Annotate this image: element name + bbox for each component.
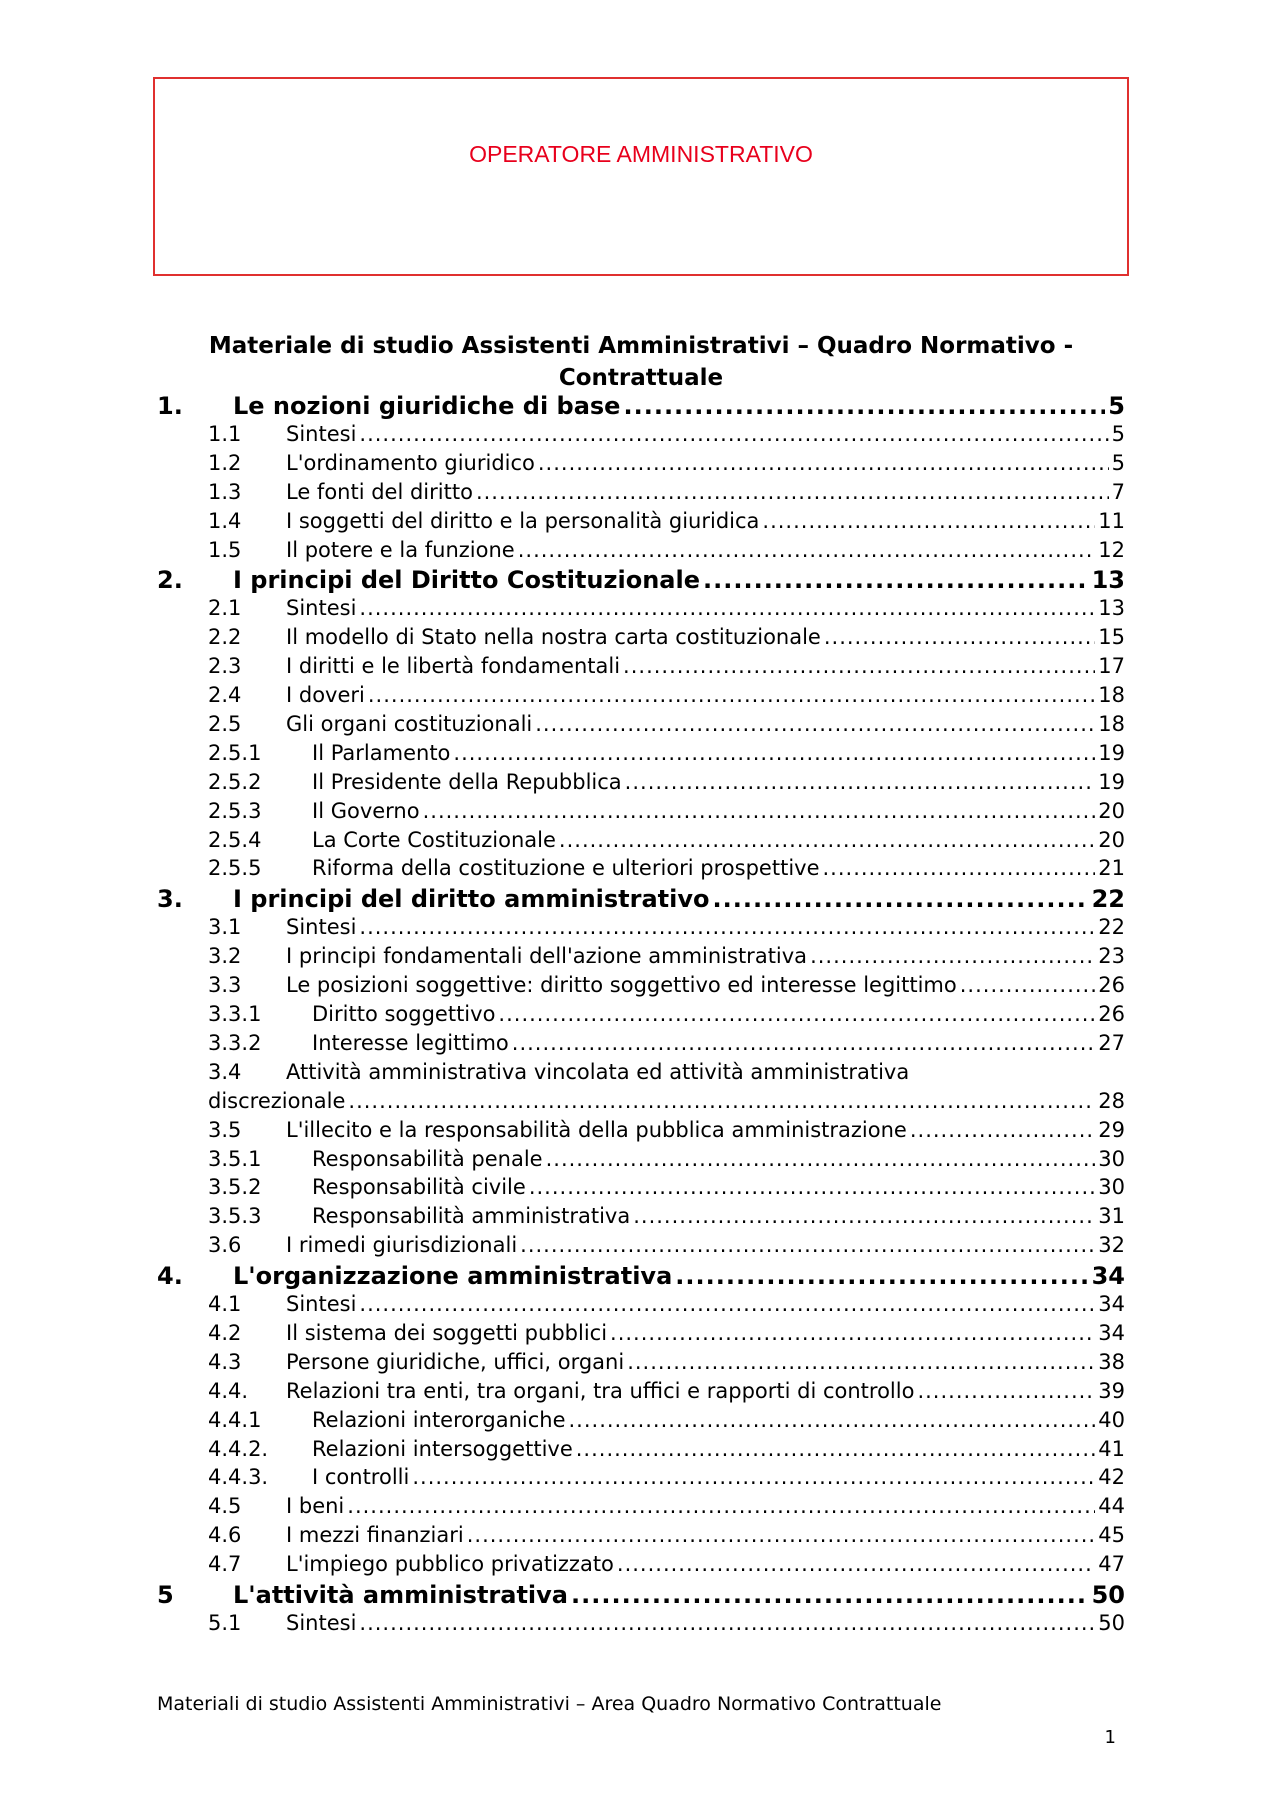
toc-entry-label: Le fonti del diritto — [286, 479, 473, 504]
toc-entry-page: 19 — [1098, 740, 1125, 765]
toc-entry-number: 3.3.1 — [208, 1002, 262, 1027]
toc-entry-leader — [559, 828, 1095, 852]
toc-entry-leader — [910, 1118, 1095, 1142]
toc-entry-label: Il Presidente della Repubblica — [312, 769, 622, 794]
toc-entry[interactable] — [157, 770, 1125, 799]
toc-entry-label: Il Parlamento — [312, 740, 451, 765]
toc-entry-label: I diritti e le libertà fondamentali — [286, 654, 621, 679]
toc-entry[interactable] — [157, 856, 1125, 885]
toc-entry-leader — [520, 1233, 1095, 1257]
toc-entry[interactable] — [157, 885, 1125, 915]
toc-entry-number: 4.4. — [208, 1378, 249, 1403]
page-footer: Materiali di studio Assistenti Amministrativi – Area Quadro Normativo Contrattuale — [157, 1693, 942, 1715]
toc-entry[interactable] — [157, 1233, 1125, 1262]
toc-entry-page: 17 — [1098, 654, 1125, 679]
toc-entry-label: L'attività amministrativa — [233, 1580, 568, 1609]
document-title-line-1: Materiale di studio Assistenti Amministrativi – Quadro Normativo - — [208, 333, 1074, 359]
toc-entry-number: 2.4 — [208, 683, 242, 708]
toc-entry-page: 39 — [1098, 1378, 1125, 1403]
toc-entry-leader — [960, 973, 1096, 997]
toc-entry[interactable] — [157, 1175, 1125, 1204]
toc-entry-number: 2.2 — [208, 625, 242, 650]
toc-entry-number: 2.5.3 — [208, 798, 262, 823]
toc-entry-number: 3.6 — [208, 1233, 242, 1258]
toc-entry-label: I mezzi finanziari — [286, 1523, 464, 1548]
toc-entry-number: 2.5.5 — [208, 856, 262, 881]
toc-entry[interactable] — [157, 1523, 1125, 1552]
toc-entry-leader — [810, 944, 1095, 968]
toc-entry[interactable] — [157, 683, 1125, 712]
toc-entry-number: 4.3 — [208, 1349, 242, 1374]
toc-entry-label: Il sistema dei soggetti pubblici — [286, 1320, 608, 1345]
toc-entry-label: L'illecito e la responsabilità della pubblica amministrazione — [286, 1117, 907, 1142]
toc-entry-label: Gli organi costituzionali — [286, 712, 533, 737]
toc-entry-number: 1. — [157, 392, 183, 420]
toc-entry[interactable] — [157, 828, 1125, 857]
toc-entry-label: Responsabilità amministrativa — [312, 1204, 631, 1229]
toc-entry-page: 30 — [1098, 1146, 1125, 1171]
toc-entry-number: 4.4.2. — [208, 1436, 269, 1461]
toc-entry-page: 34 — [1098, 1292, 1125, 1317]
toc-entry-page: 20 — [1098, 827, 1125, 852]
toc-entry-number: 3. — [157, 885, 183, 914]
toc-entry[interactable] — [157, 915, 1125, 944]
toc-entry[interactable] — [157, 1552, 1125, 1581]
toc-entry-page: 22 — [1091, 885, 1125, 914]
toc-entry-number: 4.1 — [208, 1292, 242, 1317]
toc-entry-leader — [529, 1175, 1095, 1199]
toc-entry-leader — [576, 1437, 1096, 1461]
toc-entry-number: 2.5.4 — [208, 827, 262, 852]
toc-entry[interactable] — [157, 1118, 1125, 1147]
toc-entry-number: 4.2 — [208, 1320, 242, 1345]
toc-entry-number: 4.4.3. — [208, 1465, 269, 1490]
toc-entry-leader — [546, 1147, 1096, 1171]
toc-entry-number: 1.2 — [208, 450, 242, 475]
toc-entry-page: 18 — [1098, 712, 1125, 737]
toc-entry[interactable] — [157, 480, 1125, 509]
toc-entry-label: Le nozioni giuridiche di base — [233, 392, 621, 420]
toc-entry-label: Il potere e la funzione — [286, 537, 515, 562]
toc-entry-page: 12 — [1098, 537, 1125, 562]
toc-entry-label: Attività amministrativa vincolata ed attività amministrativa — [286, 1059, 910, 1084]
toc-entry-label: Responsabilità civile — [312, 1175, 526, 1200]
toc-entry-page: 34 — [1091, 1262, 1125, 1291]
toc-entry-page: 21 — [1098, 856, 1125, 881]
toc-entry-number: 4.5 — [208, 1494, 242, 1519]
toc-entry-number: 5 — [157, 1580, 174, 1609]
toc-entry-label: Relazioni interorganiche — [312, 1407, 566, 1432]
toc-entry-number: 3.5.3 — [208, 1204, 262, 1229]
toc-entry-page: 13 — [1091, 566, 1125, 595]
toc-entry-leader — [675, 1262, 1088, 1290]
toc-entry[interactable] — [157, 741, 1125, 770]
toc-entry-page: 5 — [1108, 392, 1125, 420]
toc-entry[interactable] — [157, 1292, 1125, 1321]
toc-entry[interactable] — [157, 1031, 1125, 1060]
header-box — [153, 77, 1129, 276]
toc-entry-number: 4.7 — [208, 1552, 242, 1577]
toc-entry-leader — [368, 683, 1095, 707]
toc-entry-leader — [476, 480, 1109, 504]
toc-entry-number: 2. — [157, 566, 183, 595]
document-title-line-2: Contrattuale — [558, 365, 724, 391]
toc-entry-number: 1.4 — [208, 508, 242, 533]
table-of-contents — [157, 392, 1125, 1640]
toc-entry-number: 3.2 — [208, 944, 242, 969]
toc-entry[interactable] — [157, 944, 1125, 973]
toc-entry-leader — [498, 1002, 1095, 1026]
toc-entry-number: 2.5 — [208, 712, 242, 737]
toc-entry-leader — [703, 566, 1089, 594]
toc-entry-leader — [571, 1581, 1089, 1609]
toc-entry-page: 38 — [1098, 1349, 1125, 1374]
toc-entry[interactable] — [157, 566, 1125, 596]
toc-entry-page: 22 — [1098, 915, 1125, 940]
toc-entry[interactable] — [157, 973, 1125, 1002]
toc-entry[interactable] — [157, 1350, 1125, 1379]
toc-entry-leader — [453, 741, 1095, 765]
toc-entry-leader — [823, 856, 1096, 880]
toc-entry-page: 28 — [1098, 1088, 1125, 1113]
toc-entry-page: 18 — [1098, 683, 1125, 708]
header-title: OPERATORE AMMINISTRATIVO — [469, 141, 813, 167]
toc-entry-leader — [623, 392, 1105, 420]
toc-entry-label: I principi del Diritto Costituzionale — [233, 566, 700, 595]
toc-entry-page: 34 — [1098, 1320, 1125, 1345]
toc-entry-label: Sintesi — [286, 596, 357, 621]
toc-entry-page: 19 — [1098, 769, 1125, 794]
toc-entry-leader — [538, 451, 1109, 475]
toc-entry-number: 1.1 — [208, 422, 242, 446]
toc-entry-page: 44 — [1098, 1494, 1125, 1519]
toc-entry-page: 26 — [1098, 1002, 1125, 1027]
toc-entry[interactable] — [157, 1465, 1125, 1494]
toc-entry-leader — [359, 915, 1095, 939]
toc-entry-number: 3.5 — [208, 1117, 242, 1142]
toc-entry-page: 11 — [1098, 508, 1125, 533]
toc-entry-label: Persone giuridiche, uffici, organi — [286, 1349, 625, 1374]
page-number: 1 — [1104, 1727, 1116, 1748]
toc-entry-number: 3.5.1 — [208, 1146, 262, 1171]
toc-entry-label: I soggetti del diritto e la personalità giuridica — [286, 508, 760, 533]
toc-entry-page: 5 — [1111, 422, 1125, 446]
toc-entry-label: Diritto soggettivo — [312, 1002, 496, 1027]
toc-entry-page: 50 — [1098, 1610, 1125, 1635]
toc-entry-leader — [518, 538, 1096, 562]
toc-entry-leader — [467, 1523, 1096, 1547]
toc-entry[interactable] — [157, 538, 1125, 567]
toc-entry-page: 50 — [1091, 1580, 1125, 1609]
toc-entry-leader — [359, 1611, 1095, 1635]
toc-entry-leader — [824, 625, 1095, 649]
toc-entry[interactable] — [157, 654, 1125, 683]
toc-entry[interactable] — [157, 422, 1125, 451]
toc-entry[interactable] — [157, 625, 1125, 654]
toc-entry-label: Riforma della costituzione e ulteriori prospettive — [312, 856, 820, 881]
toc-entry[interactable] — [157, 1002, 1125, 1031]
toc-entry-number: 3.5.2 — [208, 1175, 262, 1200]
toc-entry-leader — [412, 1465, 1095, 1489]
toc-entry-number: 2.3 — [208, 654, 242, 679]
toc-entry-number: 3.4 — [208, 1059, 242, 1084]
toc-entry[interactable] — [157, 1321, 1125, 1350]
toc-entry-label: Il modello di Stato nella nostra carta costituzionale — [286, 625, 821, 650]
toc-entry[interactable] — [157, 799, 1125, 828]
toc-entry-leader — [627, 1350, 1095, 1374]
toc-entry-label: Interesse legittimo — [312, 1030, 509, 1055]
toc-entry[interactable] — [157, 451, 1125, 480]
toc-entry-label: I rimedi giurisdizionali — [286, 1233, 518, 1258]
toc-entry-label: I controlli — [312, 1465, 410, 1490]
toc-entry-page: 42 — [1098, 1465, 1125, 1490]
toc-entry-label: Sintesi — [286, 915, 357, 940]
toc-entry-page: 47 — [1098, 1552, 1125, 1577]
toc-entry-label: Sintesi — [286, 1292, 357, 1317]
toc-entry-page: 27 — [1098, 1030, 1125, 1055]
toc-entry-page: 7 — [1111, 479, 1125, 504]
toc-entry-label: L'organizzazione amministrativa — [233, 1262, 673, 1291]
toc-entry-page: 45 — [1098, 1523, 1125, 1548]
toc-entry[interactable] — [157, 1262, 1125, 1292]
toc-entry[interactable] — [157, 712, 1125, 741]
toc-entry-page: 26 — [1098, 973, 1125, 998]
toc-entry-leader — [713, 885, 1089, 913]
toc-entry-number: 4.6 — [208, 1523, 242, 1548]
toc-entry-label: I principi fondamentali dell'azione amministrativa — [286, 944, 808, 969]
toc-entry-leader — [359, 422, 1108, 446]
toc-entry-leader — [359, 1292, 1095, 1316]
toc-entry-number: 3.1 — [208, 915, 242, 940]
document-title — [157, 330, 1125, 394]
toc-entry-page: 20 — [1098, 798, 1125, 823]
toc-entry-page: 23 — [1098, 944, 1125, 969]
toc-entry-leader — [348, 1089, 1095, 1113]
toc-entry[interactable] — [157, 1437, 1125, 1466]
toc-entry[interactable] — [157, 1204, 1125, 1233]
toc-entry-number: 2.1 — [208, 596, 242, 621]
toc-entry[interactable] — [157, 1611, 1125, 1640]
toc-entry-number: 4. — [157, 1262, 183, 1291]
toc-entry-label: L'impiego pubblico privatizzato — [286, 1552, 614, 1577]
toc-entry-leader — [623, 654, 1095, 678]
toc-entry-label: La Corte Costituzionale — [312, 827, 556, 852]
toc-entry-number: 3.3.2 — [208, 1030, 262, 1055]
toc-entry-page: 30 — [1098, 1175, 1125, 1200]
toc-entry-label: Le posizioni soggettive: diritto soggettivo ed interesse legittimo — [286, 973, 957, 998]
toc-entry-leader — [617, 1552, 1095, 1576]
toc-entry-label-continued: discrezionale — [208, 1088, 346, 1113]
toc-entry-number: 5.1 — [208, 1610, 242, 1635]
toc-entry-page: 32 — [1098, 1233, 1125, 1258]
toc-entry-number: 2.5.2 — [208, 769, 262, 794]
toc-entry[interactable] — [157, 392, 1125, 422]
toc-entry-page: 15 — [1098, 625, 1125, 650]
toc-entry-page: 31 — [1098, 1204, 1125, 1229]
toc-entry[interactable] — [157, 596, 1125, 625]
toc-entry-page: 40 — [1098, 1407, 1125, 1432]
toc-entry-label: Relazioni intersoggettive — [312, 1436, 573, 1461]
toc-entry[interactable] — [157, 1494, 1125, 1523]
toc-entry-leader — [633, 1204, 1095, 1228]
toc-entry-label: Sintesi — [286, 422, 357, 446]
toc-entry-leader — [423, 799, 1096, 823]
toc-entry-page: 5 — [1111, 450, 1125, 475]
toc-entry-leader — [512, 1031, 1096, 1055]
toc-entry-page: 41 — [1098, 1436, 1125, 1461]
toc-entry-leader — [347, 1494, 1095, 1518]
toc-entry[interactable] — [157, 1060, 1125, 1118]
toc-entry[interactable] — [157, 1581, 1125, 1611]
toc-entry-leader — [917, 1379, 1095, 1403]
toc-entry-number: 3.3 — [208, 973, 242, 998]
toc-entry-leader — [569, 1408, 1096, 1432]
toc-entry[interactable] — [157, 1379, 1125, 1408]
toc-entry-label: Sintesi — [286, 1610, 357, 1635]
toc-entry-leader — [610, 1321, 1095, 1345]
toc-entry-leader — [762, 509, 1095, 533]
toc-entry-number: 4.4.1 — [208, 1407, 262, 1432]
toc-entry-leader — [359, 596, 1095, 620]
toc-entry-label: Responsabilità penale — [312, 1146, 543, 1171]
toc-entry-page: 13 — [1098, 596, 1125, 621]
toc-entry-label: I beni — [286, 1494, 345, 1519]
toc-entry[interactable] — [157, 1147, 1125, 1176]
toc-entry-leader — [625, 770, 1096, 794]
toc-entry-number: 1.5 — [208, 537, 242, 562]
toc-entry-label: Il Governo — [312, 798, 420, 823]
toc-entry-label: L'ordinamento giuridico — [286, 450, 535, 475]
toc-entry-leader — [535, 712, 1095, 736]
toc-entry-label: I doveri — [286, 683, 365, 708]
toc-entry-label: Relazioni tra enti, tra organi, tra uffici e rapporti di controllo — [286, 1378, 915, 1403]
toc-entry-page: 29 — [1098, 1117, 1125, 1142]
toc-entry-label: I principi del diritto amministrativo — [233, 885, 710, 914]
toc-entry[interactable] — [157, 509, 1125, 538]
toc-entry-number: 1.3 — [208, 479, 242, 504]
toc-entry-number: 2.5.1 — [208, 740, 262, 765]
toc-entry[interactable] — [157, 1408, 1125, 1437]
